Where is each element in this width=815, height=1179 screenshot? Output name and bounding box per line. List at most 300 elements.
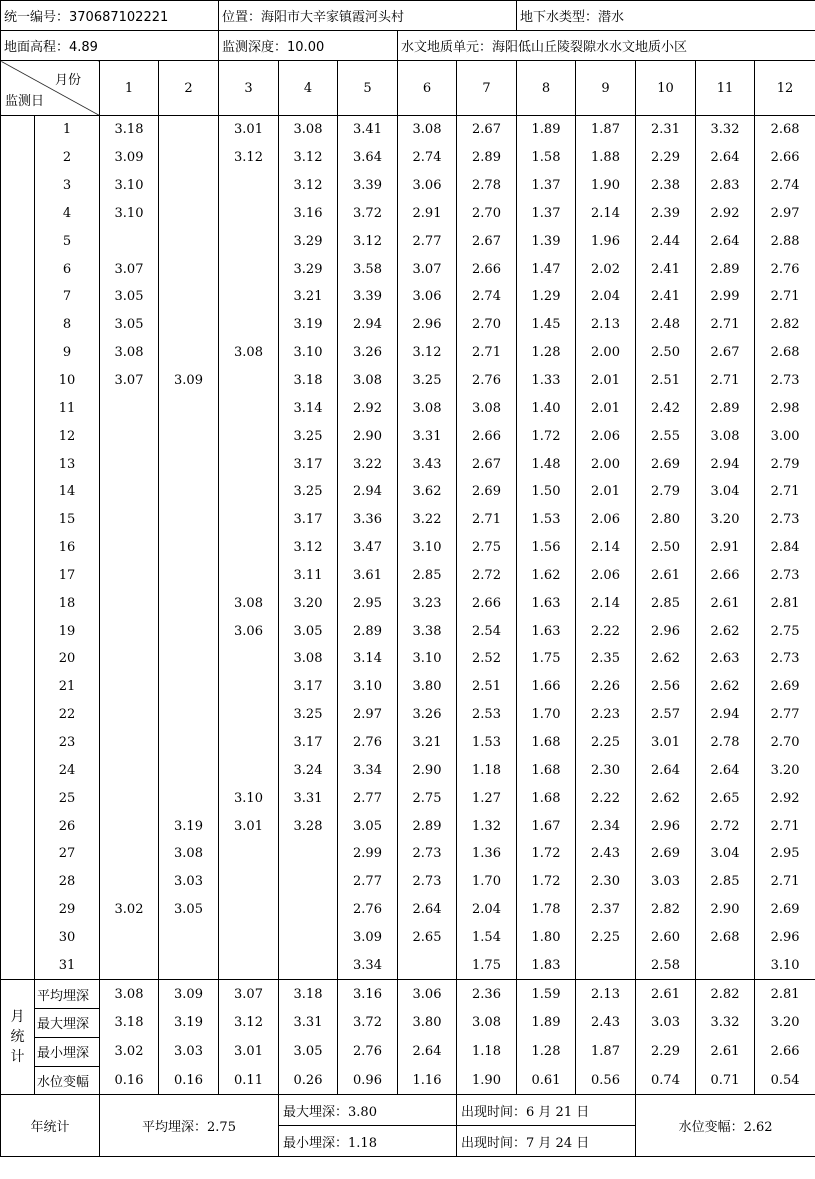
depth-cell: [100, 589, 159, 617]
depth-cell: 2.98: [755, 394, 815, 422]
depth-cell: 2.50: [636, 534, 696, 562]
depth-cell: 1.37: [517, 200, 576, 228]
depth-cell: 2.92: [755, 784, 815, 812]
depth-cell: 2.14: [576, 534, 636, 562]
depth-cell: 3.07: [100, 367, 159, 395]
table-row: [1, 144, 815, 172]
spacer-cell: [1, 673, 35, 701]
depth-cell: 2.78: [457, 172, 517, 200]
depth-cell: 2.50: [636, 339, 696, 367]
depth-cell: [159, 172, 219, 200]
depth-cell: 1.83: [517, 951, 576, 979]
depth-cell: 2.62: [696, 617, 755, 645]
stat-cell: 2.36: [457, 980, 517, 1009]
depth-cell: 3.10: [100, 172, 159, 200]
depth-cell: 3.18: [279, 367, 338, 395]
depth-cell: 2.65: [398, 923, 457, 951]
depth-cell: 1.72: [517, 840, 576, 868]
depth-cell: [219, 227, 279, 255]
depth-cell: 3.10: [100, 200, 159, 228]
stat-cell: 3.80: [398, 1008, 457, 1037]
month-header: 12: [755, 61, 815, 116]
stat-cell: 2.82: [696, 980, 755, 1009]
depth-cell: [219, 645, 279, 673]
stat-cell: 2.66: [755, 1037, 815, 1066]
depth-cell: 3.01: [636, 729, 696, 757]
depth-cell: [279, 951, 338, 979]
depth-cell: 2.71: [755, 812, 815, 840]
depth-cell: 2.80: [636, 506, 696, 534]
depth-cell: [279, 840, 338, 868]
depth-cell: 3.26: [398, 701, 457, 729]
table-row: [1, 172, 815, 200]
depth-cell: 2.82: [636, 896, 696, 924]
depth-cell: 2.77: [338, 784, 398, 812]
stat-cell: 0.11: [219, 1066, 279, 1095]
depth-cell: 3.16: [279, 200, 338, 228]
depth-cell: 1.53: [517, 506, 576, 534]
depth-cell: 2.53: [457, 701, 517, 729]
depth-cell: 1.53: [457, 729, 517, 757]
depth-cell: 3.32: [696, 116, 755, 144]
station-id: 统一编号：370687102221: [1, 1, 219, 31]
depth-cell: [219, 673, 279, 701]
depth-cell: 2.71: [755, 868, 815, 896]
stat-cell: 3.01: [219, 1037, 279, 1066]
stat-cell: 1.90: [457, 1066, 517, 1095]
day-cell: 7: [35, 283, 100, 311]
spacer-cell: [1, 283, 35, 311]
day-cell: 28: [35, 868, 100, 896]
depth-cell: 2.14: [576, 200, 636, 228]
day-cell: 8: [35, 311, 100, 339]
depth-cell: [219, 506, 279, 534]
depth-cell: [100, 562, 159, 590]
depth-cell: [100, 478, 159, 506]
depth-cell: 2.01: [576, 394, 636, 422]
stat-cell: 2.76: [338, 1037, 398, 1066]
depth-cell: 3.09: [159, 367, 219, 395]
depth-cell: [219, 255, 279, 283]
depth-cell: 3.08: [219, 589, 279, 617]
depth-cell: [219, 422, 279, 450]
annual-row: [1, 1095, 815, 1126]
depth-cell: 2.44: [636, 227, 696, 255]
depth-cell: 3.34: [338, 756, 398, 784]
depth-cell: 2.71: [696, 311, 755, 339]
stat-cell: 0.96: [338, 1066, 398, 1095]
depth-cell: 2.66: [696, 562, 755, 590]
depth-cell: 2.63: [696, 645, 755, 673]
depth-cell: [159, 394, 219, 422]
depth-cell: 2.97: [755, 200, 815, 228]
depth-cell: 2.90: [338, 422, 398, 450]
table-row: [1, 812, 815, 840]
spacer-cell: [1, 339, 35, 367]
spacer-cell: [1, 255, 35, 283]
day-cell: 15: [35, 506, 100, 534]
depth-cell: [219, 951, 279, 979]
depth-cell: 3.01: [219, 812, 279, 840]
depth-cell: 2.70: [755, 729, 815, 757]
spacer-cell: [1, 701, 35, 729]
day-axis-label: 监测日: [5, 94, 45, 109]
depth-cell: 3.06: [398, 283, 457, 311]
table-row: [1, 534, 815, 562]
depth-cell: 2.89: [398, 812, 457, 840]
depth-cell: [100, 227, 159, 255]
spacer-cell: [1, 617, 35, 645]
stat-cell: 3.03: [636, 1008, 696, 1037]
depth-cell: [576, 951, 636, 979]
spacer-cell: [1, 506, 35, 534]
depth-cell: 1.70: [457, 868, 517, 896]
depth-cell: 3.29: [279, 255, 338, 283]
stat-label: 水位变幅: [35, 1066, 100, 1095]
depth-cell: 1.37: [517, 172, 576, 200]
depth-cell: [159, 339, 219, 367]
stat-cell: 2.13: [576, 980, 636, 1009]
depth-cell: 2.14: [576, 589, 636, 617]
depth-cell: 2.23: [576, 701, 636, 729]
depth-cell: 2.62: [696, 673, 755, 701]
depth-cell: 2.25: [576, 923, 636, 951]
day-cell: 30: [35, 923, 100, 951]
spacer-cell: [1, 756, 35, 784]
day-cell: 1: [35, 116, 100, 144]
depth-cell: 2.69: [636, 450, 696, 478]
depth-cell: 3.08: [279, 645, 338, 673]
depth-cell: 3.10: [398, 645, 457, 673]
depth-cell: 3.05: [100, 283, 159, 311]
depth-cell: [219, 283, 279, 311]
stat-cell: 3.20: [755, 1008, 815, 1037]
depth-cell: 2.68: [755, 116, 815, 144]
depth-cell: [159, 311, 219, 339]
depth-cell: 2.62: [636, 784, 696, 812]
depth-cell: [219, 756, 279, 784]
stat-cell: 0.54: [755, 1066, 815, 1095]
depth-cell: 2.22: [576, 617, 636, 645]
depth-cell: 2.90: [696, 896, 755, 924]
day-cell: 4: [35, 200, 100, 228]
depth-cell: 1.68: [517, 756, 576, 784]
stat-cell: 3.02: [100, 1037, 159, 1066]
spacer-cell: [1, 562, 35, 590]
depth-cell: 2.01: [576, 367, 636, 395]
depth-cell: [696, 951, 755, 979]
depth-cell: 3.26: [338, 339, 398, 367]
spacer-cell: [1, 200, 35, 228]
depth-cell: [219, 923, 279, 951]
depth-cell: 2.34: [576, 812, 636, 840]
spacer-cell: [1, 367, 35, 395]
depth-cell: 2.62: [636, 645, 696, 673]
depth-cell: 2.42: [636, 394, 696, 422]
stat-cell: 3.31: [279, 1008, 338, 1037]
hydrogeologic-unit: 水文地质单元：海阳低山丘陵裂隙水水文地质小区: [398, 31, 815, 61]
depth-cell: 2.66: [457, 255, 517, 283]
spacer-cell: [1, 478, 35, 506]
depth-cell: 3.38: [398, 617, 457, 645]
depth-cell: [219, 868, 279, 896]
depth-cell: 3.25: [279, 701, 338, 729]
depth-cell: 2.68: [755, 339, 815, 367]
depth-cell: 2.22: [576, 784, 636, 812]
depth-cell: [219, 478, 279, 506]
day-cell: 17: [35, 562, 100, 590]
depth-cell: [279, 868, 338, 896]
depth-cell: 2.75: [755, 617, 815, 645]
month-header: 1: [100, 61, 159, 116]
depth-cell: 3.08: [219, 339, 279, 367]
table-row: [1, 701, 815, 729]
stat-cell: 3.12: [219, 1008, 279, 1037]
depth-cell: 2.64: [696, 756, 755, 784]
depth-cell: 1.96: [576, 227, 636, 255]
depth-cell: 2.84: [755, 534, 815, 562]
spacer-cell: [1, 840, 35, 868]
depth-cell: 3.21: [279, 283, 338, 311]
depth-cell: 2.68: [696, 923, 755, 951]
spacer-cell: [1, 589, 35, 617]
depth-cell: 1.66: [517, 673, 576, 701]
depth-cell: 1.72: [517, 422, 576, 450]
stat-cell: 3.06: [398, 980, 457, 1009]
stat-cell: 3.16: [338, 980, 398, 1009]
depth-cell: 2.56: [636, 673, 696, 701]
depth-cell: [219, 562, 279, 590]
depth-cell: 2.92: [696, 200, 755, 228]
depth-cell: 1.78: [517, 896, 576, 924]
month-header: 9: [576, 61, 636, 116]
depth-cell: 3.62: [398, 478, 457, 506]
depth-cell: [159, 589, 219, 617]
monitoring-depth: 监测深度：10.00: [219, 31, 398, 61]
depth-cell: 3.10: [755, 951, 815, 979]
spacer-cell: [1, 812, 35, 840]
spacer-cell: [1, 116, 35, 144]
depth-cell: 3.17: [279, 673, 338, 701]
table-row: [1, 506, 815, 534]
depth-cell: 2.76: [338, 896, 398, 924]
stat-cell: 0.16: [100, 1066, 159, 1095]
depth-cell: 3.08: [100, 339, 159, 367]
day-cell: 2: [35, 144, 100, 172]
depth-cell: 1.18: [457, 756, 517, 784]
depth-cell: 2.38: [636, 172, 696, 200]
depth-cell: 2.52: [457, 645, 517, 673]
depth-cell: 2.72: [457, 562, 517, 590]
stat-row: [1, 1037, 815, 1066]
table-row: [1, 116, 815, 144]
depth-cell: 2.96: [636, 617, 696, 645]
depth-cell: 2.71: [457, 339, 517, 367]
ground-elevation: 地面高程：4.89: [1, 31, 219, 61]
stat-cell: 0.74: [636, 1066, 696, 1095]
depth-cell: 3.80: [398, 673, 457, 701]
depth-cell: 2.90: [398, 756, 457, 784]
table-row: [1, 729, 815, 757]
depth-cell: 2.95: [338, 589, 398, 617]
day-cell: 22: [35, 701, 100, 729]
day-cell: 24: [35, 756, 100, 784]
stat-label: 平均埋深: [35, 980, 100, 1009]
depth-cell: 2.77: [755, 701, 815, 729]
depth-cell: 3.04: [696, 840, 755, 868]
depth-cell: 3.29: [279, 227, 338, 255]
day-cell: 20: [35, 645, 100, 673]
depth-cell: 2.43: [576, 840, 636, 868]
depth-cell: 3.22: [398, 506, 457, 534]
depth-cell: 2.91: [696, 534, 755, 562]
spacer-cell: [1, 868, 35, 896]
annual-min: 最小埋深：1.18: [279, 1126, 457, 1157]
table-row: [1, 227, 815, 255]
stat-cell: 0.61: [517, 1066, 576, 1095]
depth-cell: 3.08: [398, 116, 457, 144]
depth-cell: 2.96: [755, 923, 815, 951]
table-row: [1, 562, 815, 590]
depth-cell: 1.56: [517, 534, 576, 562]
depth-cell: [219, 200, 279, 228]
depth-cell: 3.03: [159, 868, 219, 896]
depth-cell: [219, 367, 279, 395]
depth-cell: 1.67: [517, 812, 576, 840]
depth-cell: 2.89: [696, 255, 755, 283]
depth-cell: 2.74: [457, 283, 517, 311]
depth-cell: 3.17: [279, 450, 338, 478]
depth-cell: 2.57: [636, 701, 696, 729]
depth-cell: 3.08: [159, 840, 219, 868]
stat-row: [1, 1008, 815, 1037]
depth-cell: [219, 896, 279, 924]
table-row: [1, 923, 815, 951]
day-cell: 19: [35, 617, 100, 645]
depth-cell: [159, 645, 219, 673]
depth-cell: 2.94: [338, 478, 398, 506]
table-row: [1, 311, 815, 339]
depth-cell: 2.51: [636, 367, 696, 395]
depth-cell: 2.85: [398, 562, 457, 590]
depth-cell: 1.33: [517, 367, 576, 395]
depth-cell: 2.35: [576, 645, 636, 673]
depth-cell: [219, 701, 279, 729]
table-row: [1, 283, 815, 311]
depth-cell: [159, 756, 219, 784]
depth-cell: 3.72: [338, 200, 398, 228]
depth-cell: 2.00: [576, 339, 636, 367]
monthly-stats-char: 计: [10, 1049, 25, 1066]
depth-cell: 3.58: [338, 255, 398, 283]
corner-header: [1, 61, 100, 116]
depth-cell: [159, 673, 219, 701]
depth-cell: [100, 951, 159, 979]
depth-cell: 3.43: [398, 450, 457, 478]
depth-cell: [398, 951, 457, 979]
depth-cell: 2.58: [636, 951, 696, 979]
depth-cell: 3.10: [219, 784, 279, 812]
depth-cell: [100, 645, 159, 673]
depth-cell: 2.72: [696, 812, 755, 840]
depth-cell: [219, 311, 279, 339]
depth-cell: [219, 394, 279, 422]
annual-max-time: 出现时间：6 月 21 日: [457, 1095, 636, 1126]
table-row: [1, 422, 815, 450]
table-row: [1, 200, 815, 228]
depth-cell: [159, 784, 219, 812]
depth-cell: 2.04: [457, 896, 517, 924]
table-row: [1, 478, 815, 506]
depth-cell: 3.10: [279, 339, 338, 367]
monthly-stats-char: 月: [10, 1009, 25, 1026]
monthly-stats-label: [1, 980, 35, 1095]
spacer-cell: [1, 784, 35, 812]
day-cell: 11: [35, 394, 100, 422]
depth-cell: 3.05: [159, 896, 219, 924]
depth-cell: 3.01: [219, 116, 279, 144]
depth-cell: 2.71: [755, 283, 815, 311]
depth-cell: 3.41: [338, 116, 398, 144]
depth-cell: 2.66: [457, 422, 517, 450]
depth-cell: 2.37: [576, 896, 636, 924]
stat-cell: 3.18: [100, 1008, 159, 1037]
spacer-cell: [1, 450, 35, 478]
depth-cell: 2.81: [755, 589, 815, 617]
stat-cell: 3.32: [696, 1008, 755, 1037]
depth-cell: 1.80: [517, 923, 576, 951]
depth-cell: [159, 923, 219, 951]
depth-cell: 2.51: [457, 673, 517, 701]
table-row: [1, 840, 815, 868]
depth-cell: 2.78: [696, 729, 755, 757]
depth-cell: [159, 422, 219, 450]
depth-cell: 3.04: [696, 478, 755, 506]
depth-cell: [219, 450, 279, 478]
depth-cell: 3.09: [338, 923, 398, 951]
depth-cell: 2.01: [576, 478, 636, 506]
stat-cell: 3.09: [159, 980, 219, 1009]
groundwater-type: 地下水类型：潜水: [517, 1, 815, 31]
depth-cell: 2.02: [576, 255, 636, 283]
depth-cell: 1.72: [517, 868, 576, 896]
depth-cell: 2.69: [755, 673, 815, 701]
depth-cell: 3.31: [398, 422, 457, 450]
depth-cell: 2.88: [755, 227, 815, 255]
depth-cell: [100, 701, 159, 729]
depth-cell: 2.04: [576, 283, 636, 311]
depth-cell: 1.63: [517, 589, 576, 617]
depth-cell: 2.94: [696, 701, 755, 729]
depth-cell: 1.90: [576, 172, 636, 200]
depth-cell: 1.39: [517, 227, 576, 255]
stat-cell: 3.05: [279, 1037, 338, 1066]
depth-cell: [100, 534, 159, 562]
depth-cell: 2.06: [576, 422, 636, 450]
monthly-stats-char: 统: [10, 1029, 25, 1046]
depth-cell: [159, 617, 219, 645]
spacer-cell: [1, 227, 35, 255]
depth-cell: 2.64: [636, 756, 696, 784]
stat-cell: 1.59: [517, 980, 576, 1009]
depth-cell: 3.05: [279, 617, 338, 645]
month-header: 2: [159, 61, 219, 116]
depth-cell: 3.36: [338, 506, 398, 534]
depth-cell: 3.05: [100, 311, 159, 339]
table-row: [1, 896, 815, 924]
stat-cell: 3.08: [100, 980, 159, 1009]
table-row: [1, 756, 815, 784]
